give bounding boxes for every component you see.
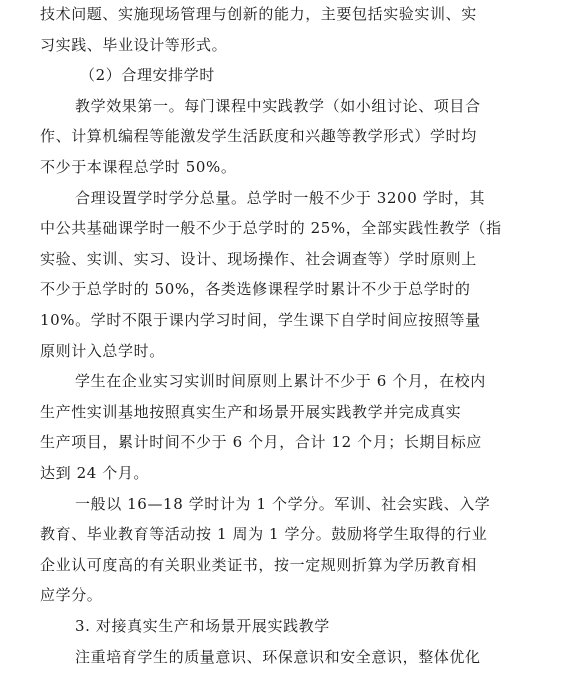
text-line: 生产性实训基地按照真实生产和场景开展实践教学并完成真实 xyxy=(40,402,462,421)
text-line: 教育、毕业教育等活动按 1 周为 1 学分。鼓励将学生取得的行业 xyxy=(40,525,488,544)
text-line: 原则计入总学时。 xyxy=(40,341,165,360)
text-line: 企业认可度高的有关职业类证书，按一定规则折算为学历教育相 xyxy=(40,555,477,574)
text-line: 应学分。 xyxy=(40,586,103,605)
text-line: 技术问题、实施现场管理与创新的能力，主要包括实验实训、实 xyxy=(40,5,477,23)
text-line: 不少于本课程总学时 50%。 xyxy=(40,158,237,176)
section-heading: （2）合理安排学时 xyxy=(80,66,215,85)
paragraph-first-line: 教学效果第一。每门课程中实践教学（如小组讨论、项目合 xyxy=(75,96,481,115)
text-line: 生产项目，累计时间不少于 6 个月，合计 12 个月；长期目标应 xyxy=(40,433,482,452)
paragraph-first-line: 合理设置学时学分总量。总学时一般不少于 3200 学时，其 xyxy=(75,188,486,207)
text-line: 习实践、毕业设计等形式。 xyxy=(40,35,228,54)
section-heading: 3. 对接真实生产和场景开展实践教学 xyxy=(75,617,330,635)
text-line: 中公共基础课学时一般不少于总学时的 25%，全部实践性教学（指 xyxy=(40,219,502,238)
text-line: 10%。学时不限于课内学习时间，学生课下自学时间应按照等量 xyxy=(40,311,481,329)
text-line: 达到 24 个月。 xyxy=(40,464,150,482)
text-line: 作、计算机编程等能激发学生活跃度和兴趣等教学形式）学时均 xyxy=(40,127,477,146)
text-line: 不少于总学时的 50%，各类选修课程学时累计不少于总学时的 xyxy=(40,280,471,299)
paragraph-first-line: 学生在企业实习实训时间原则上累计不少于 6 个月，在校内 xyxy=(75,372,486,391)
paragraph-first-line: 一般以 16—18 学时计为 1 个学分。军训、社会实践、入学 xyxy=(75,494,491,513)
paragraph-first-line: 注重培育学生的质量意识、环保意识和安全意识，整体优化 xyxy=(75,647,481,666)
text-line: 实验、实训、实习、设计、现场操作、社会调查等）学时原则上 xyxy=(40,249,477,268)
